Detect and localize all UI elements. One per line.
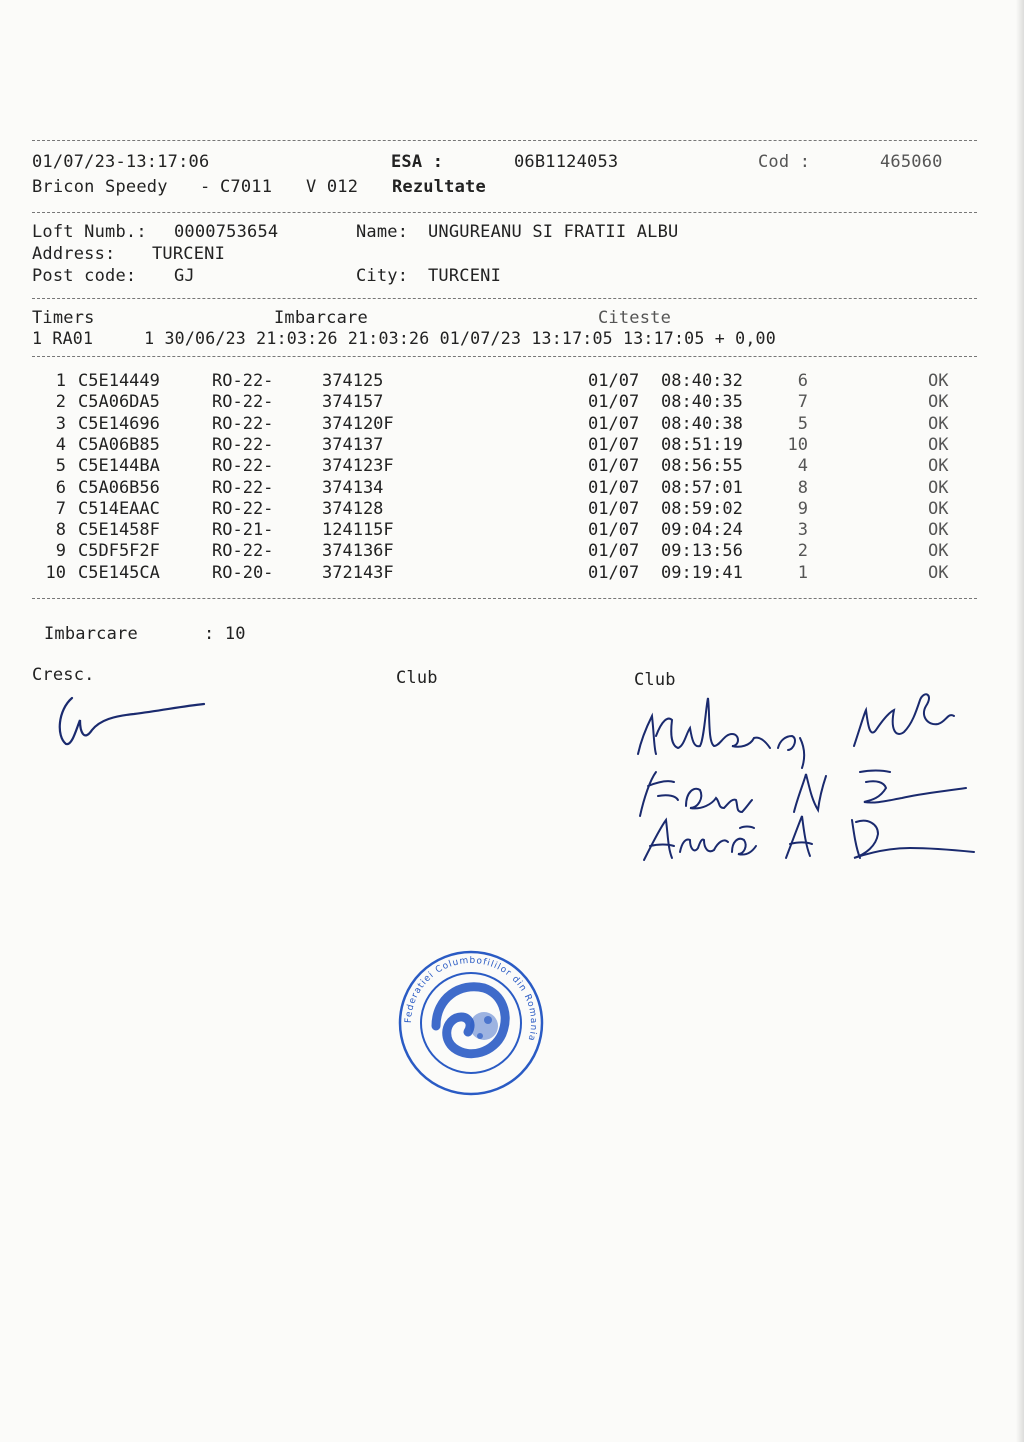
result-time: 09:04:24 <box>661 520 743 541</box>
result-ring-prefix: RO-22- <box>212 392 274 413</box>
imbarcare-column-label: Imbarcare <box>274 308 368 328</box>
summary-value: : 10 <box>204 624 246 644</box>
result-date: 01/07 <box>588 413 640 434</box>
result-ring: 374120F <box>322 413 394 434</box>
result-ring: 374125 <box>322 371 384 391</box>
result-number: 5 <box>55 456 66 477</box>
club-label-1: Club <box>396 668 438 688</box>
result-date: 01/07 <box>588 520 640 541</box>
result-status: OK <box>928 413 949 434</box>
name-label: Name: <box>356 222 409 242</box>
result-chip: C5E144BA <box>78 456 160 477</box>
club-label-2: Club <box>634 670 676 690</box>
result-number: 1 <box>55 371 66 391</box>
result-ring: 374128 <box>322 498 384 519</box>
result-chip: C514EAAC <box>78 498 160 519</box>
result-number: 3 <box>55 413 66 434</box>
result-position: 10 <box>787 434 808 455</box>
result-date: 01/07 <box>588 498 640 519</box>
result-row <box>0 499 1024 520</box>
result-number: 9 <box>55 541 66 562</box>
result-position: 9 <box>797 498 808 519</box>
result-ring-prefix: RO-21- <box>212 520 274 541</box>
result-position: 1 <box>797 562 808 583</box>
result-number: 4 <box>55 434 66 455</box>
result-row <box>0 371 1024 392</box>
result-status: OK <box>928 562 949 583</box>
result-date: 01/07 <box>588 562 640 583</box>
stamp-text: Federatiei Columbofililor din Romania <box>403 955 539 1043</box>
result-chip: C5E14449 <box>78 371 160 391</box>
result-date: 01/07 <box>588 541 640 562</box>
result-status: OK <box>928 434 949 455</box>
result-chip: C5A06DA5 <box>78 392 160 413</box>
result-time: 09:13:56 <box>661 541 743 562</box>
result-date: 01/07 <box>588 477 640 498</box>
result-ring: 374136F <box>322 541 394 562</box>
result-chip: C5E14696 <box>78 413 160 434</box>
result-time: 08:51:19 <box>661 434 743 455</box>
result-row <box>0 456 1024 477</box>
result-time: 08:56:55 <box>661 456 743 477</box>
cod-label: Cod : <box>758 152 811 172</box>
result-status: OK <box>928 392 949 413</box>
timer-line: 1 RA01 1 30/06/23 21:03:26 21:03:26 01/07/23 13:17:05 13:17:05 + 0,00 <box>32 329 776 348</box>
divider <box>32 356 977 357</box>
result-time: 08:40:38 <box>661 413 743 434</box>
separator: - <box>200 177 211 197</box>
result-number: 8 <box>55 520 66 541</box>
result-ring: 372143F <box>322 562 394 583</box>
result-position: 6 <box>797 371 808 391</box>
address-value: TURCENI <box>152 244 226 264</box>
divider <box>32 298 977 299</box>
result-row <box>0 520 1024 541</box>
result-chip: C5E145CA <box>78 562 160 583</box>
loft-label: Loft Numb.: <box>32 222 147 242</box>
result-ring-prefix: RO-22- <box>212 371 274 391</box>
result-ring-prefix: RO-20- <box>212 562 274 583</box>
result-chip: C5E1458F <box>78 520 160 541</box>
result-row <box>0 478 1024 499</box>
cresc-label: Cresc. <box>32 665 95 685</box>
result-position: 5 <box>797 413 808 434</box>
result-number: 10 <box>45 562 66 583</box>
result-time: 09:19:41 <box>661 562 743 583</box>
result-position: 4 <box>797 456 808 477</box>
postcode-label: Post code: <box>32 266 137 286</box>
result-chip: C5A06B85 <box>78 434 160 455</box>
result-ring: 374134 <box>322 477 384 498</box>
divider <box>32 212 977 213</box>
result-row <box>0 414 1024 435</box>
result-ring-prefix: RO-22- <box>212 413 274 434</box>
result-date: 01/07 <box>588 371 640 391</box>
esa-label: ESA : <box>391 152 444 172</box>
summary-label: Imbarcare <box>44 624 138 644</box>
divider <box>32 140 977 141</box>
result-status: OK <box>928 498 949 519</box>
postcode-value: GJ <box>174 266 195 286</box>
result-ring-prefix: RO-22- <box>212 541 274 562</box>
result-date: 01/07 <box>588 392 640 413</box>
result-number: 2 <box>55 392 66 413</box>
cod-value: 465060 <box>880 152 943 172</box>
result-row <box>0 541 1024 562</box>
result-ring-prefix: RO-22- <box>212 498 274 519</box>
result-ring: 374137 <box>322 434 384 455</box>
citeste-column-label: Citeste <box>598 308 672 328</box>
document-title: Rezultate <box>392 177 486 197</box>
address-label: Address: <box>32 244 116 264</box>
result-row <box>0 392 1024 413</box>
result-date: 01/07 <box>588 434 640 455</box>
result-ring-prefix: RO-22- <box>212 456 274 477</box>
print-datetime: 01/07/23-13:17:06 <box>32 152 210 172</box>
name-value: UNGUREANU SI FRATII ALBU <box>428 222 679 242</box>
breeder-signature <box>54 690 214 750</box>
result-status: OK <box>928 456 949 477</box>
device-version: V 012 <box>306 177 359 197</box>
loft-value: 0000753654 <box>174 222 279 242</box>
result-number: 7 <box>55 498 66 519</box>
result-time: 08:40:35 <box>661 392 743 413</box>
divider <box>32 598 977 599</box>
result-time: 08:40:32 <box>661 371 743 391</box>
result-position: 3 <box>797 520 808 541</box>
result-row <box>0 435 1024 456</box>
result-date: 01/07 <box>588 456 640 477</box>
result-chip: C5A06B56 <box>78 477 160 498</box>
result-ring-prefix: RO-22- <box>212 434 274 455</box>
result-chip: C5DF5F2F <box>78 541 160 562</box>
result-status: OK <box>928 520 949 541</box>
result-time: 08:59:02 <box>661 498 743 519</box>
esa-value: 06B1124053 <box>514 152 619 172</box>
city-value: TURCENI <box>428 266 502 286</box>
result-ring: 124115F <box>322 520 394 541</box>
device-model: C7011 <box>220 177 273 197</box>
federation-stamp <box>396 948 546 1098</box>
result-status: OK <box>928 371 949 391</box>
city-label: City: <box>356 266 409 286</box>
result-row <box>0 563 1024 584</box>
result-position: 2 <box>797 541 808 562</box>
result-time: 08:57:01 <box>661 477 743 498</box>
result-position: 8 <box>797 477 808 498</box>
result-position: 7 <box>797 392 808 413</box>
result-number: 6 <box>55 477 66 498</box>
result-ring: 374157 <box>322 392 384 413</box>
club-signatures <box>628 676 988 876</box>
result-ring-prefix: RO-22- <box>212 477 274 498</box>
timers-label: Timers <box>32 308 95 328</box>
device-name: Bricon Speedy <box>32 177 168 197</box>
result-status: OK <box>928 477 949 498</box>
result-status: OK <box>928 541 949 562</box>
result-ring: 374123F <box>322 456 394 477</box>
paper-edge <box>1016 0 1024 1442</box>
